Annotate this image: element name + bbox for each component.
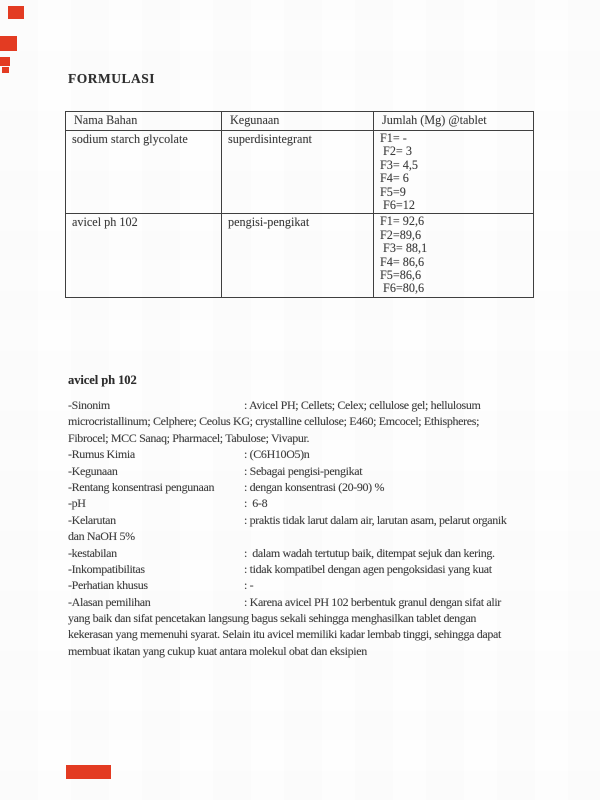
jumlah-value: F2=89,6 — [380, 227, 422, 242]
property-label: -Inkompatibilitas — [68, 561, 145, 576]
property-line — [68, 479, 568, 495]
jumlah-value: F4= 6 — [380, 171, 409, 186]
property-label: -pH — [68, 496, 86, 511]
property-line — [68, 594, 568, 610]
header-nama-bahan: Nama Bahan — [66, 112, 222, 131]
property-value: : tidak kompatibel dengan agen pengoksidasi yang kuat — [244, 561, 492, 576]
text-line: yang baik dan sifat pencetakan langsung bagus sekali sehingga menghasilkan tablet dengan — [68, 611, 477, 626]
jumlah-value: F6=12 — [380, 198, 415, 213]
property-label: -Kelarutan — [68, 512, 116, 527]
jumlah-value: F1= - — [380, 131, 407, 145]
cell-kegunaan: pengisi-pengikat — [222, 214, 374, 297]
scan-artifact-mark — [66, 765, 111, 779]
property-value: : praktis tidak larut dalam air, larutan asam, pelarut organik — [244, 512, 507, 527]
property-value: : Avicel PH; Cellets; Celex; cellulose gel; hellulosum — [244, 398, 481, 412]
formulation-table — [65, 111, 534, 298]
text-line: microcristallinum; Celphere; Ceolus KG; crystalline cellulose; E460; Emcocel; Ethispheres; — [68, 414, 480, 429]
property-value: : 6-8 — [244, 496, 268, 511]
property-label: -Kegunaan — [68, 463, 118, 478]
property-line — [68, 446, 568, 462]
header-jumlah: Jumlah (Mg) @tablet — [374, 112, 534, 131]
property-value: : Karena avicel PH 102 berbentuk granul dengan sifat alir — [244, 594, 501, 609]
property-value: : Sebagai pengisi-pengikat — [244, 463, 363, 478]
cell-nama-bahan: sodium starch glycolate — [66, 131, 222, 214]
property-label: -Sinonim — [68, 398, 110, 412]
cell-jumlah — [374, 214, 534, 297]
monograph-section — [68, 373, 568, 659]
cell-kegunaan: superdisintegrant — [222, 131, 374, 214]
jumlah-value: F2= 3 — [380, 144, 412, 159]
table-row — [66, 131, 534, 214]
property-line — [68, 512, 568, 528]
text-line: dan NaOH 5% — [68, 529, 135, 544]
jumlah-value: F5=9 — [380, 184, 406, 199]
property-value: : - — [244, 578, 254, 593]
header-kegunaan: Kegunaan — [222, 112, 374, 131]
page-title: FORMULASI — [68, 71, 156, 86]
monograph-heading: avicel ph 102 — [68, 373, 137, 387]
property-label: -Perhatian khusus — [68, 578, 148, 593]
property-value: : dalam wadah tertutup baik, ditempat sejuk dan kering. — [244, 545, 495, 560]
property-value: : dengan konsentrasi (20-90) % — [244, 479, 385, 494]
jumlah-value: F5=86,6 — [380, 268, 422, 283]
table-row — [66, 214, 534, 297]
scan-artifact-mark — [0, 57, 10, 66]
jumlah-value: F3= 88,1 — [380, 241, 428, 256]
property-line — [68, 577, 568, 593]
jumlah-value: F6=80,6 — [380, 281, 425, 296]
jumlah-value: F3= 4,5 — [380, 157, 419, 172]
cell-jumlah — [374, 131, 534, 214]
property-label: -Rumus Kimia — [68, 447, 135, 462]
text-line: kekerasan yang memenuhi syarat. Selain itu avicel memiliki kadar lembab tinggi, sehingga dapat — [68, 627, 501, 642]
property-line — [68, 545, 568, 561]
cell-nama-bahan: avicel ph 102 — [66, 214, 222, 297]
scan-artifact-mark — [0, 36, 17, 51]
property-line — [68, 463, 568, 479]
property-label: -Rentang konsentrasi pengunaan — [68, 479, 215, 494]
property-line — [68, 495, 568, 511]
jumlah-value: F1= 92,6 — [380, 214, 425, 229]
jumlah-value: F4= 86,6 — [380, 254, 425, 269]
scan-artifact-mark — [8, 6, 24, 19]
property-label: -kestabilan — [68, 545, 117, 560]
text-line: membuat ikatan yang cukup kuat antara molekul obat dan eksipien — [68, 643, 367, 658]
property-value: : (C6H10O5)n — [244, 447, 310, 462]
scan-artifact-mark — [2, 67, 9, 73]
property-line — [68, 561, 568, 577]
text-line: Fibrocel; MCC Sanaq; Pharmacel; Tabulose; Vivapur. — [68, 430, 310, 445]
table-header-row — [66, 112, 534, 131]
property-line — [68, 397, 568, 413]
property-label: -Alasan pemilihan — [68, 594, 151, 609]
